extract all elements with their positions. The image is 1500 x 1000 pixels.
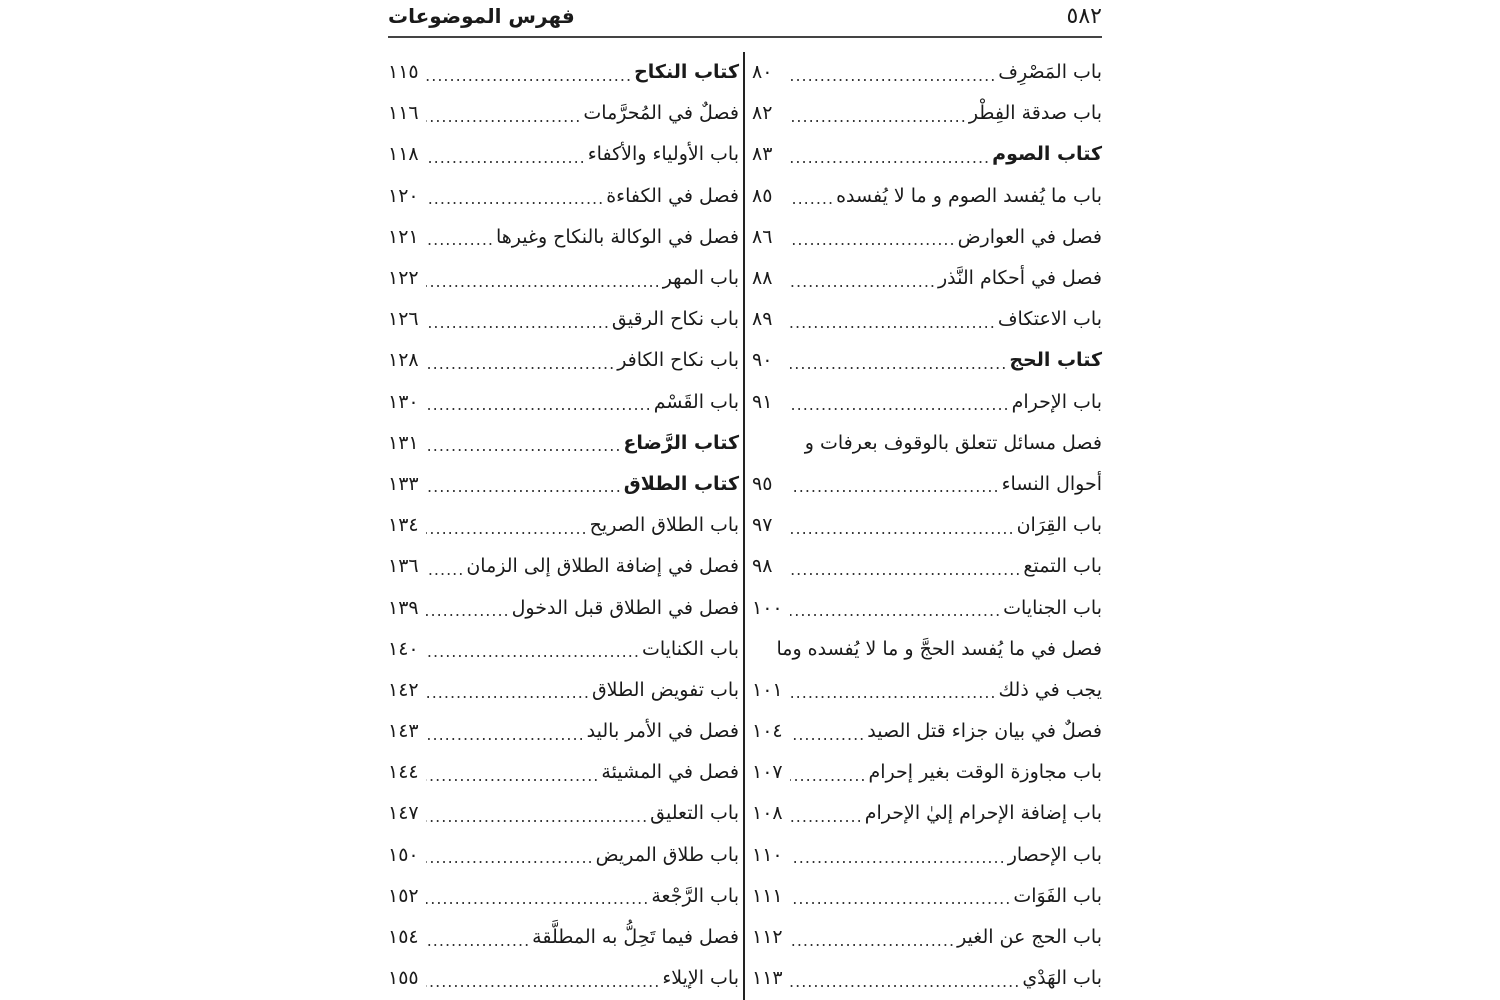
entry-page-number: ٩٧ xyxy=(752,514,773,537)
toc-entry xyxy=(388,876,739,917)
toc-entry xyxy=(388,340,739,381)
entry-title: باب القَسْم xyxy=(653,390,739,413)
entry-page-number: ٩١ xyxy=(752,390,773,413)
dot-leader xyxy=(790,68,996,84)
entry-page-number: ٨٣ xyxy=(752,143,773,166)
dot-leader xyxy=(790,933,955,949)
left-column xyxy=(388,52,739,999)
entry-page-number: ١١٦ xyxy=(388,102,419,125)
toc-entry-book xyxy=(388,464,739,505)
dot-leader xyxy=(426,150,586,166)
entry-title: كتاب الرَّضاع xyxy=(623,431,739,454)
toc-entry xyxy=(752,382,1102,423)
entry-title: باب الفَوَات xyxy=(1013,884,1102,907)
dot-leader xyxy=(790,232,956,248)
entry-title: أحوال النساء xyxy=(1001,472,1102,495)
toc-entry xyxy=(388,711,739,752)
entry-title: باب الطلاق الصريح xyxy=(589,514,739,537)
toc-entry xyxy=(752,505,1102,546)
entry-title: باب طلاق المريض xyxy=(595,843,739,866)
dot-leader xyxy=(790,727,865,743)
entry-title: فصل في المشيئة xyxy=(601,761,739,784)
toc-entry xyxy=(388,958,739,999)
entry-title: باب الاعتكاف xyxy=(997,308,1102,331)
dot-leader xyxy=(790,191,834,207)
toc-entry-book xyxy=(388,423,739,464)
entry-title: باب الجنايات xyxy=(1003,596,1102,619)
dot-leader xyxy=(426,562,464,578)
entry-title: باب الرَّجْعة xyxy=(651,884,739,907)
entry-page-number: ١٤٤ xyxy=(388,761,419,784)
toc-entry xyxy=(388,793,739,834)
entry-title: فصلٌ في بيان جزاء قتل الصيد xyxy=(867,720,1102,743)
dot-leader xyxy=(426,933,530,949)
entry-title: باب الإيلاء xyxy=(662,967,739,990)
toc-entry xyxy=(388,134,739,175)
toc-entry xyxy=(388,176,739,217)
index-page xyxy=(388,0,1102,1000)
entry-title: باب الكنايات xyxy=(641,637,739,660)
toc-entry xyxy=(388,587,739,628)
toc-entry xyxy=(388,670,739,711)
dot-leader xyxy=(790,768,866,784)
entry-page-number: ١٢٠ xyxy=(388,184,419,207)
entry-title: فصل فيما تَحِلُّ به المطلَّقة xyxy=(532,926,739,949)
entry-title: باب الهَدْي xyxy=(1022,967,1102,990)
toc-entry xyxy=(388,546,739,587)
entry-page-number: ١٣٠ xyxy=(388,390,419,413)
entry-title: باب الإحرام xyxy=(1011,390,1102,413)
entry-page-number: ١٣٤ xyxy=(388,514,419,537)
entry-title: باب الإحصار xyxy=(1007,843,1102,866)
entry-title: فصلٌ في المُحرَّمات xyxy=(583,102,739,125)
entry-page-number: ١٠٤ xyxy=(752,720,783,743)
entry-page-number: ١٢١ xyxy=(388,225,419,248)
dot-leader xyxy=(426,521,588,537)
entry-title: باب المهر xyxy=(662,267,739,290)
toc-entry xyxy=(752,670,1102,711)
dot-leader xyxy=(426,479,622,495)
entry-title: باب الحج عن الغير xyxy=(957,926,1102,949)
entry-title: فصل في أحكام النَّذر xyxy=(937,267,1102,290)
dot-leader xyxy=(790,479,1000,495)
toc-entry xyxy=(752,423,1102,464)
page-header xyxy=(388,4,1102,34)
entry-title: باب نكاح الرقيق xyxy=(611,308,739,331)
entry-page-number: ٨٢ xyxy=(752,102,773,125)
dot-leader xyxy=(426,850,594,866)
entry-page-number: ١٤٢ xyxy=(388,678,419,701)
entry-page-number: ١٤٧ xyxy=(388,802,419,825)
entry-page-number: ١٥٤ xyxy=(388,926,419,949)
toc-entry xyxy=(752,917,1102,958)
dot-leader xyxy=(426,191,604,207)
toc-entry xyxy=(752,629,1102,670)
entry-page-number: ٨٩ xyxy=(752,308,773,331)
entry-page-number: ١٥٥ xyxy=(388,967,419,990)
entry-title: فصل في الأمر باليد xyxy=(586,720,739,743)
entry-title: باب إضافة الإحرام إليٰ الإحرام xyxy=(864,802,1102,825)
entry-page-number: ٨٦ xyxy=(752,225,773,248)
toc-entry xyxy=(388,217,739,258)
header-rule xyxy=(388,36,1102,38)
entry-title: باب تفويض الطلاق xyxy=(591,678,739,701)
entry-page-number: ١٥٢ xyxy=(388,884,419,907)
entry-page-number: ١١٠ xyxy=(752,843,783,866)
toc-entry xyxy=(388,299,739,340)
entry-title: باب القِرَان xyxy=(1016,514,1102,537)
entry-title: كتاب الصوم xyxy=(992,143,1102,166)
toc-entry-book xyxy=(752,134,1102,175)
dot-leader xyxy=(790,562,1021,578)
dot-leader xyxy=(790,891,1011,907)
entry-page-number: ٨٥ xyxy=(752,184,773,207)
entry-page-number: ٨٨ xyxy=(752,267,773,290)
dot-leader xyxy=(426,232,494,248)
toc-entry xyxy=(388,258,739,299)
entry-title: فصل في ما يُفسد الحجَّ و ما لا يُفسده وما xyxy=(776,637,1102,660)
toc-entry xyxy=(752,958,1102,999)
entry-page-number: ٩٨ xyxy=(752,555,773,578)
entry-title: فصل مسائل تتعلق بالوقوف بعرفات و xyxy=(804,431,1102,454)
dot-leader xyxy=(426,315,610,331)
dot-leader xyxy=(790,109,967,125)
entry-title: كتاب الحج xyxy=(1009,349,1102,372)
entry-page-number: ١٠١ xyxy=(752,678,783,701)
entry-page-number: ١٥٠ xyxy=(388,843,419,866)
entry-page-number: ١٤٣ xyxy=(388,720,419,743)
toc-entry xyxy=(752,835,1102,876)
toc-entry xyxy=(752,93,1102,134)
entry-title: باب صدقة الفِطْر xyxy=(968,102,1102,125)
toc-entry-book xyxy=(752,340,1102,381)
entry-page-number: ١١٥ xyxy=(388,61,419,84)
dot-leader xyxy=(790,315,996,331)
dot-leader xyxy=(790,397,1010,413)
entry-title: باب الأولياء والأكفاء xyxy=(587,143,739,166)
toc-entry xyxy=(388,629,739,670)
entry-page-number: ١١٢ xyxy=(752,926,783,949)
entry-title: باب ما يُفسد الصوم و ما لا يُفسده xyxy=(836,184,1102,207)
toc-entry xyxy=(752,176,1102,217)
dot-leader xyxy=(426,68,632,84)
entry-page-number: ١٣٩ xyxy=(388,596,419,619)
entry-page-number: ١٠٧ xyxy=(752,761,783,784)
toc-entry xyxy=(752,546,1102,587)
page-number: ٥٨٢ xyxy=(1066,4,1102,29)
toc-entry xyxy=(388,752,739,793)
dot-leader xyxy=(790,274,936,290)
dot-leader xyxy=(426,397,652,413)
entry-page-number: ١٢٨ xyxy=(388,349,419,372)
dot-leader xyxy=(426,274,661,290)
entry-page-number: ١٠٠ xyxy=(752,596,783,619)
toc-entry xyxy=(752,52,1102,93)
entry-title: باب مجاوزة الوقت بغير إحرام xyxy=(868,761,1102,784)
dot-leader xyxy=(426,438,621,454)
toc-entry xyxy=(752,464,1102,505)
entry-page-number: ١٣٣ xyxy=(388,472,419,495)
toc-entry xyxy=(752,587,1102,628)
dot-leader xyxy=(426,974,660,990)
entry-title: كتاب الطلاق xyxy=(623,472,739,495)
entry-title: باب التعليق xyxy=(650,802,739,825)
toc-entry xyxy=(388,917,739,958)
entry-title: فصل في الكفاءة xyxy=(606,184,739,207)
entry-page-number: ١١١ xyxy=(752,884,783,907)
dot-leader xyxy=(790,521,1015,537)
dot-leader xyxy=(790,850,1006,866)
entry-page-number: ١٢٢ xyxy=(388,267,419,290)
dot-leader xyxy=(790,603,1001,619)
page-title: فهرس الموضوعات xyxy=(388,4,575,28)
dot-leader xyxy=(426,809,648,825)
toc-entry xyxy=(388,93,739,134)
toc-entry xyxy=(752,876,1102,917)
dot-leader xyxy=(426,891,649,907)
dot-leader xyxy=(426,685,590,701)
entry-title: باب التمتع xyxy=(1023,555,1102,578)
dot-leader xyxy=(426,727,585,743)
toc-entry xyxy=(388,382,739,423)
entry-title: يجب في ذلك xyxy=(998,678,1102,701)
entry-page-number: ١١٨ xyxy=(388,143,419,166)
right-column xyxy=(752,52,1102,999)
dot-leader xyxy=(790,150,990,166)
entry-page-number: ١٠٨ xyxy=(752,802,783,825)
entry-title: باب المَصْرِف xyxy=(998,61,1102,84)
dot-leader xyxy=(426,768,599,784)
dot-leader xyxy=(790,356,1007,372)
dot-leader xyxy=(426,644,640,660)
entry-page-number: ١٣٦ xyxy=(388,555,419,578)
entry-title: كتاب النكاح xyxy=(634,61,739,84)
entry-page-number: ١٤٠ xyxy=(388,637,419,660)
entry-title: فصل في العوارض xyxy=(957,225,1102,248)
dot-leader xyxy=(790,809,863,825)
dot-leader xyxy=(426,109,581,125)
column-divider xyxy=(743,52,745,1000)
entry-title: فصل في إضافة الطلاق إلى الزمان xyxy=(466,555,739,578)
toc-entry xyxy=(752,793,1102,834)
entry-title: فصل في الوكالة بالنكاح وغيرها xyxy=(495,225,739,248)
toc-entry xyxy=(752,711,1102,752)
entry-page-number: ٨٠ xyxy=(752,61,773,84)
dot-leader xyxy=(790,685,997,701)
entry-page-number: ١٢٦ xyxy=(388,308,419,331)
dot-leader xyxy=(426,603,510,619)
entry-page-number: ١٣١ xyxy=(388,431,419,454)
entry-page-number: ٩٠ xyxy=(752,349,773,372)
entry-title: باب نكاح الكافر xyxy=(617,349,739,372)
toc-entry xyxy=(752,258,1102,299)
entry-title: فصل في الطلاق قبل الدخول xyxy=(511,596,739,619)
toc-entry xyxy=(752,299,1102,340)
toc-entry xyxy=(752,752,1102,793)
dot-leader xyxy=(790,974,1020,990)
toc-entry xyxy=(388,505,739,546)
entry-page-number: ٩٥ xyxy=(752,472,773,495)
toc-entry xyxy=(388,835,739,876)
toc-entry xyxy=(752,217,1102,258)
entry-page-number: ١١٣ xyxy=(752,967,783,990)
toc-entry-book xyxy=(388,52,739,93)
dot-leader xyxy=(426,356,615,372)
